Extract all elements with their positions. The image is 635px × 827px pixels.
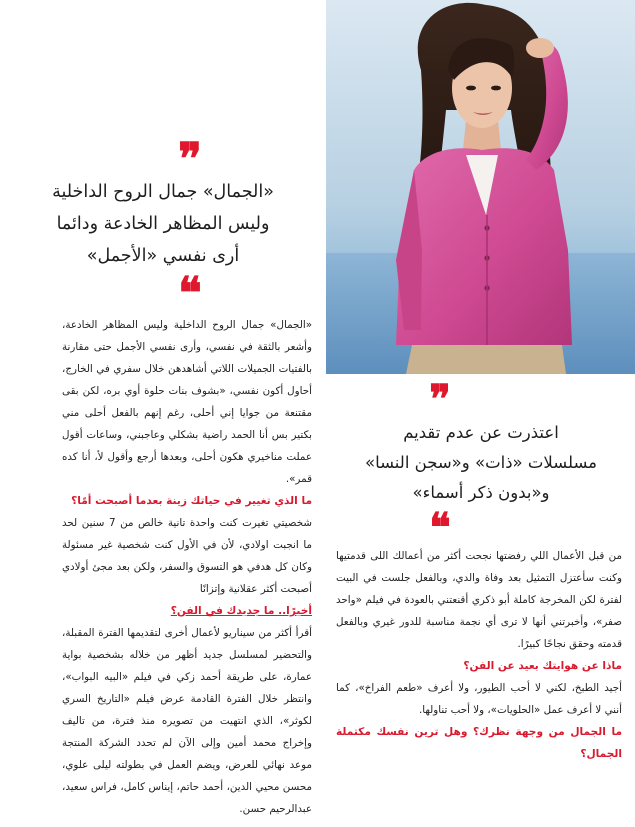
right-question-2: ما الجمال من وجهة نظرك؟ وهل ترين نفسك مكتملة الجمال؟ [336, 726, 622, 760]
right-paragraph-1: من قبل الأعمال اللي رفضتها نجحت أكثر من أعمالك اللى قدمتيها وكنت سأعتزل التمثيل بعد وفاة والدي، وبالفعل جلست في البيت لفترة لكن المخرجة كاملة أبو ذكري أقنعتني بالعودة في فيلم «واحد صفر»، وأخبرتني أنها لا ترى أي نجمة مناسبة للدور غيري وبالفعل قدمته وحقق نجاحًا كبيرًا. [336, 550, 622, 650]
portrait-photo [326, 0, 635, 374]
pull-quote-right [334, 418, 628, 508]
pull-quote-left-close-mark: ❝ [178, 268, 202, 319]
article-column-left [62, 314, 312, 820]
pull-quote-left-line-1: «الجمال» جمال الروح الداخلية [52, 182, 274, 202]
pull-quote-right-close-mark: ❝ [429, 504, 451, 551]
right-paragraph-2: أجيد الطبخ، لكني لا أحب الطيور، ولا أعرف «طعم الفراخ»، كما أنني لا أعرف عمل «الحلويات»، ولا أحب تناولها. [336, 682, 622, 716]
hand [526, 38, 554, 58]
trousers [406, 345, 566, 374]
pull-quote-right-line-2: مسلسلات «ذات» و«سجن النسا» [364, 453, 598, 472]
left-paragraph-3: أقرأ أكثر من سيناريو لأعمال أخرى لتقديمها الفترة المقبلة، والتحضير لمسلسل جديد أظهر من خلاله بشخصية بواية عمارة، على طريقة أحمد زكي في فيلم «البيه البواب»، وانتظر خلال الفترة القادمة عرض فيلم «التاريخ السري لكوثر»، الذي انتهيت من تصويره منذ فترة، من تاليف وإخراج محمد أمين وإلى الآن لم تحدد الشركة المنتجة موعد نهائي للعرض، ويضم العمل في بطولته ليلى علوي، محسن محيي الدين، أحمد حاتم، إيناس كامل، فراس سعيد، عبدالرحيم حسن. [62, 627, 312, 815]
pull-quote-left [10, 176, 316, 272]
pull-quote-left-line-2: وليس المظاهر الخادعة ودائما [56, 214, 270, 234]
left-paragraph-1: «الجمال» جمال الروح الداخلية وليس المظاهر الخادعة، وأشعر بالثقة في نفسي، وأرى نفسي الأجمل حتى مقارنة بالفتيات الجميلات اللاتي أشاهدهن خلال سفري في الخارج، أحاول أكون نفسي، «بشوف بنات حلوة أوي بره، لكن بقى مقتنعة من جوايا إني أحلى، رغم إنهم بالفعل أحلى مني بكتير بس أنا الحمد راضية بشكلي وعاجبني، وساعات أقول عملت مناخيري هكون أحلى، وبعدها أرجع وأقول لأ، أنا كده قمر». [62, 319, 312, 485]
left-question-2: أخيرًا.. ما جديدك في الفن؟ [170, 605, 312, 617]
pull-quote-right-line-3: و«بدون ذكر أسماء» [412, 483, 550, 502]
pull-quote-left-open-mark: ❞ [178, 134, 202, 185]
portrait-illustration [326, 0, 635, 374]
article-column-right [336, 545, 622, 765]
left-paragraph-2: شخصيتي تغيرت كنت واحدة تانية خالص من 7 سنين لحد ما انجبت اولادي، لأن في الأول كنت شخصية غير مسئولة وكان كل هدفي هو التسوق والسفر، ولكن بعد مجئ أولادي أصبحت أكثر عقلانية وإتزانًا [62, 517, 313, 595]
left-question-1: ما الذي تغيير في حياتك زينة بعدما أصبحت أمًا؟ [71, 495, 312, 507]
right-question-1: ماذا عن هوايتك بعيد عن الفن؟ [463, 660, 622, 672]
pull-quote-right-open-mark: ❞ [429, 376, 451, 423]
pull-quote-right-line-1: اعتذرت عن عدم تقديم [403, 423, 559, 442]
pull-quote-left-line-3: أرى نفسي «الأجمل» [86, 246, 240, 266]
